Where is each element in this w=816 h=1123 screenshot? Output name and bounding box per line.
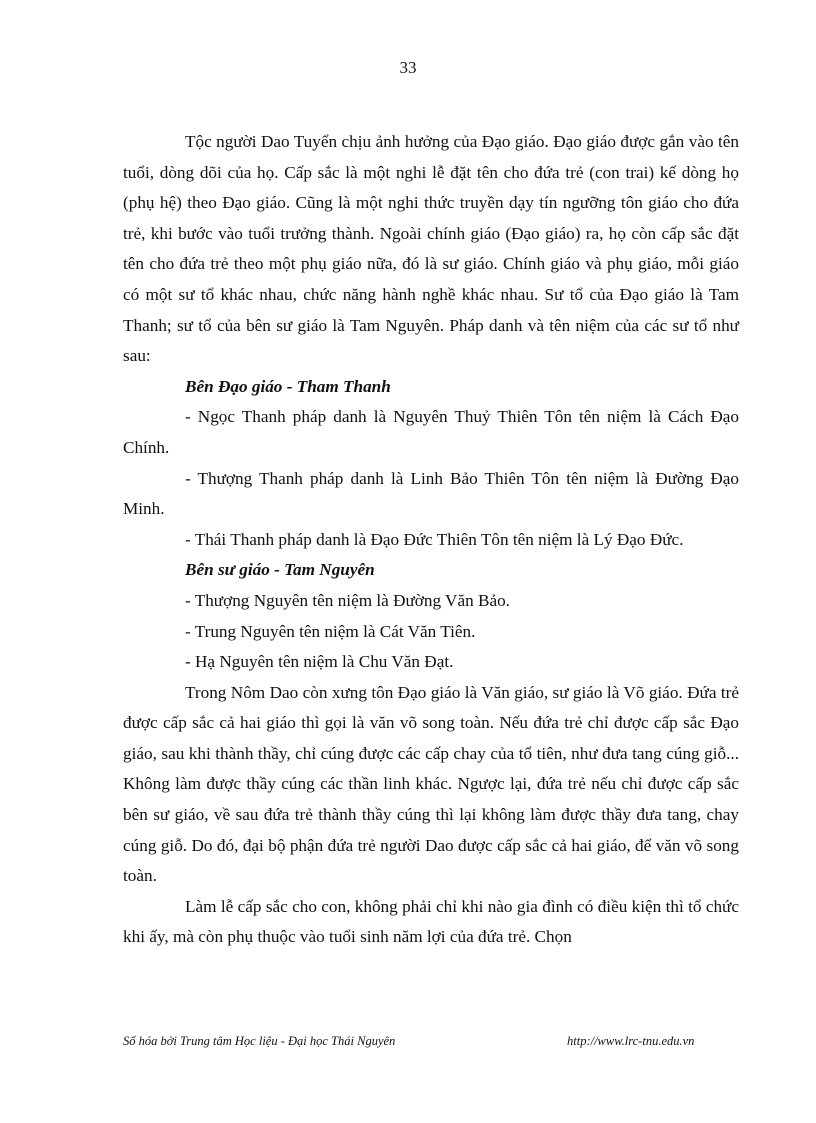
list-item-thai-thanh: - Thái Thanh pháp danh là Đạo Đức Thiên Tôn tên niệm là Lý Đạo Đức. (185, 529, 684, 549)
paragraph-van-vo: Trong Nôm Dao còn xưng tôn Đạo giáo là Văn giáo, sư giáo là Võ giáo. Đứa trẻ được cấp sắc cả hai giáo thì gọi là văn võ song toàn. Nếu đứa trẻ chỉ được cấp sắc Đạo giáo, sau khi thành thầy, chỉ cúng được các cấp chay của tổ tiên, như đưa tang cúng giỗ... Không làm được thầy cúng các thần linh khác. Ngược lại, đứa trẻ nếu chỉ được cấp sắc bên sư giáo, về sau đứa trẻ thành thầy cúng thì lại không làm được thầy đưa tang, chay cúng giỗ. Do đó, đại bộ phận đứa trẻ người Dao được cấp sắc cả hai giáo, để văn võ song toàn. (123, 682, 739, 886)
footer-url: http://www.lrc-tnu.edu.vn (567, 1034, 695, 1048)
list-item-ngoc-thanh: - Ngọc Thanh pháp danh là Nguyên Thuỷ Thiên Tôn tên niệm là Cách Đạo Chính. (123, 407, 739, 457)
footer-source: Số hóa bởi Trung tâm Học liệu - Đại học Thái Nguyên (123, 1034, 396, 1048)
document-body (123, 127, 739, 953)
list-item-trung-nguyen: - Trung Nguyên tên niệm là Cát Văn Tiên. (185, 621, 476, 641)
list-item-ha-nguyen: - Hạ Nguyên tên niệm là Chu Văn Đạt. (185, 652, 454, 672)
list-item-thuong-nguyen: - Thượng Nguyên tên niệm là Đường Văn Bảo. (185, 590, 510, 610)
page-number: 33 (399, 58, 417, 77)
list-item-thuong-thanh: - Thượng Thanh pháp danh là Linh Bảo Thiên Tôn tên niệm là Đường Đạo Minh. (123, 468, 739, 519)
paragraph-cap-sac: Làm lễ cấp sắc cho con, không phải chỉ khi nào gia đình có điều kiện thì tổ chức khi ấy, mà còn phụ thuộc vào tuổi sinh năm lợi của đứa trẻ. Chọn (123, 896, 739, 947)
section-heading-dao-giao: Bên Đạo giáo - Tham Thanh (185, 376, 391, 396)
section-heading-su-giao: Bên sư giáo - Tam Nguyên (185, 560, 375, 580)
paragraph-intro: Tộc người Dao Tuyển chịu ảnh hưởng của Đạo giáo. Đạo giáo được gắn vào tên tuổi, dòng dõi của họ. Cấp sắc là một nghi lễ đặt tên cho đứa trẻ (con trai) kế dòng họ (phụ hệ) theo Đạo giáo. Cũng là một nghi thức truyền dạy tín ngưỡng tôn giáo cho đứa trẻ, khi bước vào tuổi trưởng thành. Ngoài chính giáo (Đạo giáo) ra, họ còn cấp sắc đặt tên cho đứa trẻ theo một phụ giáo nữa, đó là sư giáo. Chính giáo và phụ giáo, mỗi giáo có một sư tổ khác nhau, chức năng hành nghề khác nhau. Sư tổ của Đạo giáo là Tam Thanh; sư tổ của bên sư giáo là Tam Nguyên. Pháp danh và tên niệm của các sư tổ như sau: (123, 132, 739, 366)
